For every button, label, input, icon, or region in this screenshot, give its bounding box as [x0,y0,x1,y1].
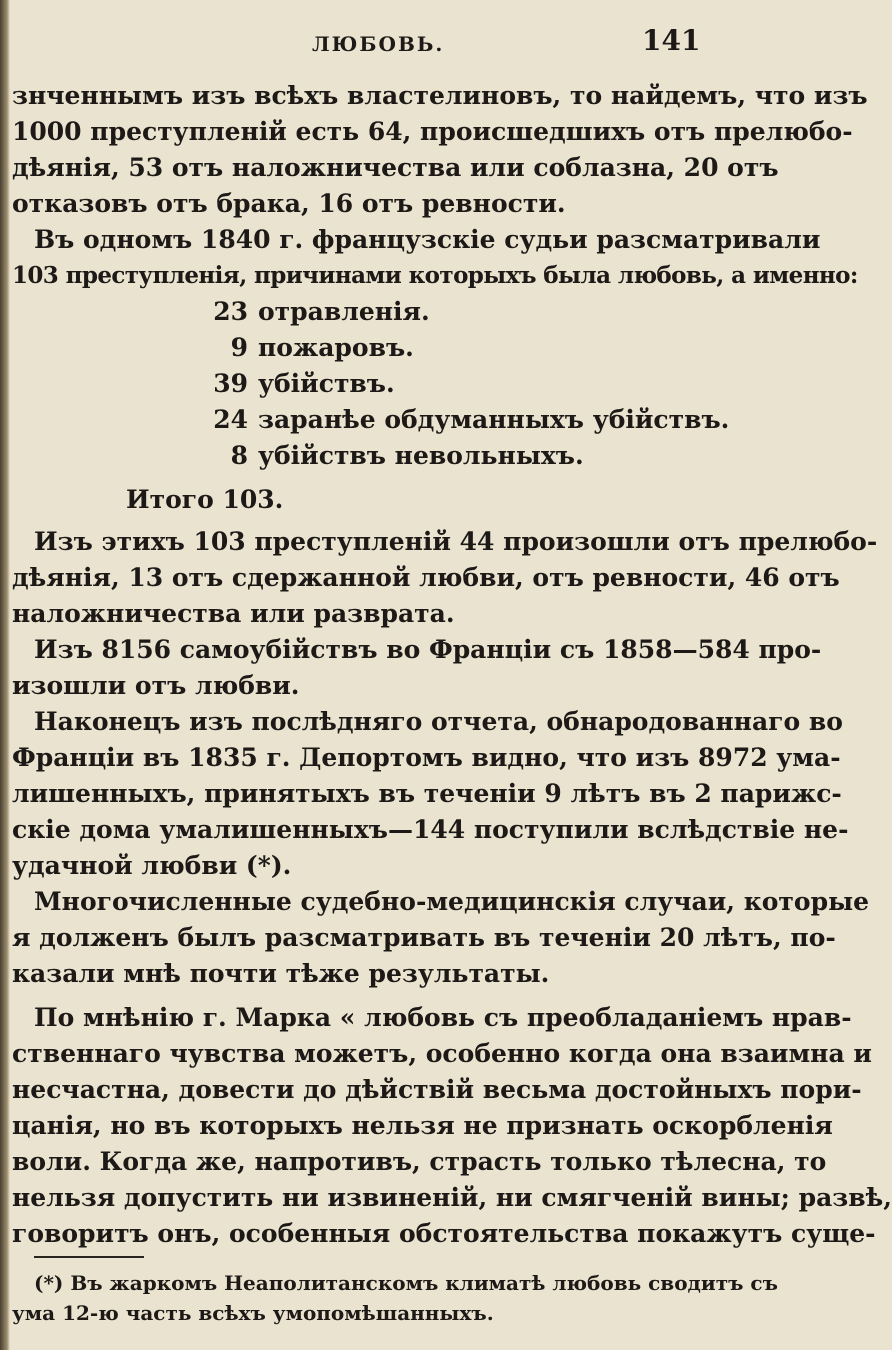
text-line: цанія, но въ которыхъ нельзя не признать оскорбленія [12,1111,833,1140]
list-item-label: убійствъ невольныхъ. [258,441,584,470]
text-line: Наконецъ изъ послѣдняго отчета, обнародованнаго во [34,707,843,736]
list-item-label: пожаровъ. [258,333,414,362]
text-line: удачной любви (*). [12,851,292,880]
book-spine-shadow [0,0,10,1350]
text-line: 103 преступленія, причинами которыхъ была любовь, а именно: [12,262,858,289]
text-line: нельзя допустить ни извиненій, ни смягченій вины; развѣ, [12,1183,892,1212]
running-title: ЛЮБОВЬ. [312,32,445,56]
list-item-label: убійствъ. [258,369,395,398]
list-item [200,402,730,438]
text-line: знченнымъ изъ всѣхъ властелиновъ, то найдемъ, что изъ [12,81,868,110]
footnote-rule [34,1256,144,1258]
text-line: ственнаго чувства можетъ, особенно когда она взаимна и [12,1039,872,1068]
list-item [200,366,700,402]
text-line: дѣянія, 13 отъ сдержанной любви, отъ ревности, 46 отъ [12,563,840,592]
text-line: я долженъ былъ разсматривать въ теченіи 20 лѣтъ, по- [12,923,836,952]
text-line: казали мнѣ почти тѣже результаты. [12,959,550,988]
list-item-count: 8 [230,441,248,470]
footnote-line: (*) Въ жаркомъ Неаполитанскомъ климатѣ любовь сводитъ съ [34,1271,778,1295]
book-page [12,0,892,1350]
list-item-label: отравленія. [258,297,430,326]
text-line: Изъ этихъ 103 преступленій 44 произошли отъ прелюбо- [34,527,878,556]
text-line: Франціи въ 1835 г. Депортомъ видно, что изъ 8972 ума- [12,743,841,772]
text-line: 1000 преступленій есть 64, происшедшихъ отъ прелюбо- [12,117,853,146]
text-line: Въ одномъ 1840 г. французскіе судьи разсматривали [34,225,821,254]
running-header [12,22,712,62]
list-item-count: 23 [213,297,248,326]
list-total: Итого 103. [126,485,284,514]
list-item-count: 39 [213,369,248,398]
text-line: отказовъ отъ брака, 16 отъ ревности. [12,189,566,218]
list-item-label: заранѣе обдуманныхъ убійствъ. [258,405,730,434]
text-line: говоритъ онъ, особенныя обстоятельства покажутъ суще- [12,1219,876,1248]
text-line: Изъ 8156 самоубійствъ во Франціи съ 1858—584 про- [34,635,822,664]
text-line: несчастна, довести до дѣйствій весьма достойныхъ пори- [12,1075,862,1104]
text-line: Многочисленные судебно-медицинскія случаи, которые [34,887,870,916]
text-line: скіе дома умалишенныхъ—144 поступили вслѣдствіе не- [12,815,849,844]
text-line: По мнѣнію г. Марка « любовь съ преобладаніемъ нрав- [34,1003,852,1032]
text-line: изошли отъ любви. [12,671,300,700]
list-item-count: 9 [230,333,248,362]
text-line: лишенныхъ, принятыхъ въ теченіи 9 лѣтъ въ 2 парижс- [12,779,842,808]
list-item [200,330,700,366]
list-item [200,438,700,474]
list-item-count: 24 [213,405,248,434]
text-line: дѣянія, 53 отъ наложничества или соблазна, 20 отъ [12,153,779,182]
list-item [200,294,700,330]
footnote-line: ума 12-ю часть всѣхъ умопомѣшанныхъ. [12,1301,494,1325]
text-line: наложничества или разврата. [12,599,455,628]
page-number: 141 [642,24,701,57]
text-line: воли. Когда же, напротивъ, страсть только тѣлесна, то [12,1147,827,1176]
